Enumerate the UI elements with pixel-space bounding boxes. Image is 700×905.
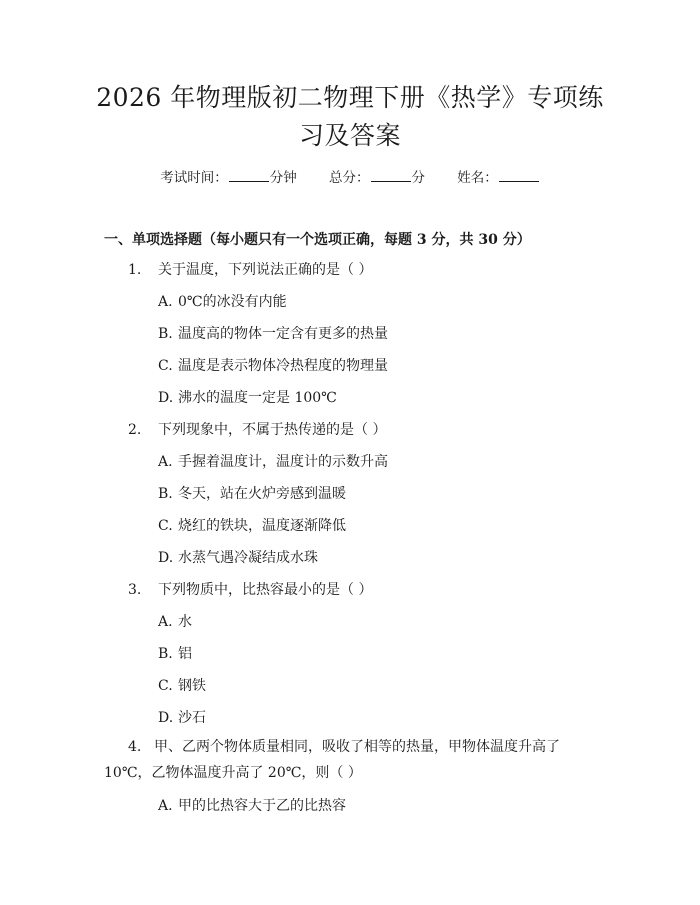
option-letter: C. bbox=[158, 358, 173, 374]
question-text: 下列物质中，比热容最小的是（ ） bbox=[158, 582, 373, 598]
total-score-label: 总分： bbox=[329, 170, 370, 186]
question-text: 甲、乙两个物体质量相同，吸收了相等的热量，甲物体温度升高了 10℃，乙物体温度升高了 20℃，则（ ） bbox=[104, 739, 560, 781]
option-text: 甲的比热容大于乙的比热容 bbox=[178, 798, 346, 814]
student-name-blank bbox=[499, 168, 539, 182]
option-text: 冬天，站在火炉旁感到温暖 bbox=[178, 486, 346, 502]
exam-time-field bbox=[160, 168, 297, 188]
question-3-option-b bbox=[158, 644, 192, 664]
exam-meta-line bbox=[0, 168, 700, 188]
question-3-option-a bbox=[158, 612, 192, 632]
question-2-option-a bbox=[158, 452, 388, 472]
question-3-option-d bbox=[158, 708, 206, 728]
question-1-option-d bbox=[158, 388, 337, 408]
question-4-option-a bbox=[158, 796, 346, 816]
question-number: 2. bbox=[128, 422, 142, 438]
question-3-option-c bbox=[158, 676, 206, 696]
question-4 bbox=[104, 734, 584, 786]
exam-time-label: 考试时间： bbox=[160, 170, 228, 186]
question-1-option-c bbox=[158, 356, 388, 376]
option-text: 0℃的冰没有内能 bbox=[178, 294, 287, 310]
option-text: 水蒸气遇冷凝结成水珠 bbox=[178, 550, 318, 566]
question-text: 关于温度，下列说法正确的是（ ） bbox=[158, 262, 373, 278]
question-text: 下列现象中，不属于热传递的是（ ） bbox=[158, 422, 387, 438]
student-name-label: 姓名： bbox=[457, 170, 498, 186]
option-letter: B. bbox=[158, 326, 173, 342]
option-text: 钢铁 bbox=[178, 678, 206, 694]
document-title-line-2: 习及答案 bbox=[298, 121, 401, 150]
option-text: 水 bbox=[178, 614, 192, 630]
question-2-option-b bbox=[158, 484, 346, 504]
option-text: 温度是表示物体冷热程度的物理量 bbox=[178, 358, 388, 374]
section-heading-single-choice: 一、单项选择题（每小题只有一个选项正确，每题 3 分，共 30 分） bbox=[104, 232, 531, 248]
option-letter: D. bbox=[158, 390, 174, 406]
option-letter: B. bbox=[158, 486, 173, 502]
question-number: 3. bbox=[128, 582, 142, 598]
document-title-line-1: 2026 年物理版初二物理下册《热学》专项练 bbox=[96, 83, 604, 112]
option-letter: D. bbox=[158, 710, 174, 726]
option-text: 温度高的物体一定含有更多的热量 bbox=[178, 326, 388, 342]
option-letter: A. bbox=[158, 798, 173, 814]
option-text: 沙石 bbox=[178, 710, 206, 726]
option-text: 烧红的铁块，温度逐渐降低 bbox=[178, 518, 346, 534]
option-letter: C. bbox=[158, 678, 173, 694]
question-1-option-a bbox=[158, 292, 287, 312]
option-text: 沸水的温度一定是 100℃ bbox=[178, 390, 337, 406]
total-score-field bbox=[329, 168, 425, 188]
question-2-option-d bbox=[158, 548, 318, 568]
option-text: 手握着温度计，温度计的示数升高 bbox=[178, 454, 388, 470]
exam-time-blank bbox=[229, 168, 269, 182]
total-score-unit: 分 bbox=[411, 170, 425, 186]
option-letter: A. bbox=[158, 614, 173, 630]
question-3 bbox=[128, 580, 372, 600]
student-name-field bbox=[457, 168, 540, 188]
total-score-blank bbox=[371, 168, 411, 182]
exam-time-unit: 分钟 bbox=[269, 170, 297, 186]
question-2 bbox=[128, 420, 386, 440]
question-number: 4. bbox=[128, 739, 142, 755]
question-1-option-b bbox=[158, 324, 388, 344]
option-text: 铝 bbox=[178, 646, 192, 662]
option-letter: C. bbox=[158, 518, 173, 534]
question-1 bbox=[128, 260, 372, 280]
question-2-option-c bbox=[158, 516, 346, 536]
option-letter: A. bbox=[158, 294, 173, 310]
question-number: 1. bbox=[128, 262, 142, 278]
option-letter: A. bbox=[158, 454, 173, 470]
option-letter: D. bbox=[158, 550, 174, 566]
option-letter: B. bbox=[158, 646, 173, 662]
